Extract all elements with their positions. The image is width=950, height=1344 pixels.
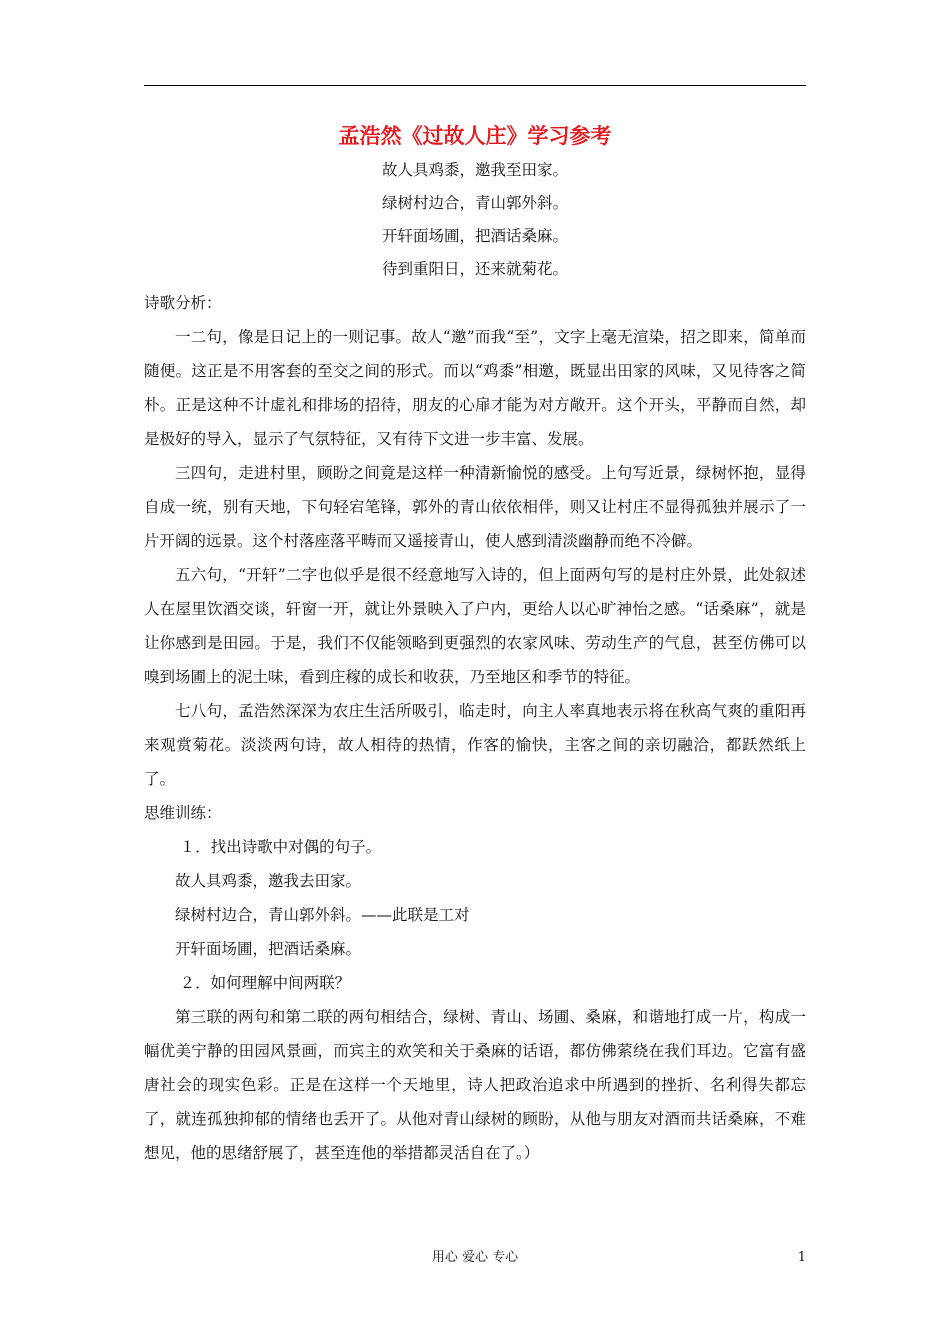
analysis-paragraph: 七八句，孟浩然深深为农庄生活所吸引，临走时，向主人率真地表示将在秋高气爽的重阳再来观赏菊花。淡淡两句诗，故人相待的热情，作客的愉快，主客之间的亲切融洽，都跃然纸上了。 xyxy=(144,702,806,788)
poem xyxy=(144,154,806,286)
footer-motto: 用心 爱心 专心 xyxy=(431,1250,519,1265)
analysis-paragraph: 五六句，“开轩”二字也似乎是很不经意地写入诗的，但上面两句写的是村庄外景，此处叙述人在屋里饮酒交谈，轩窗一开，就让外景映入了户内，更给人以心旷神怡之感。“话桑麻”，就是让你感到是田园。于是，我们不仅能领略到更强烈的农家风味、劳动生产的气息，甚至仿佛可以嗅到场圃上的泥土味，看到庄稼的成长和收获，乃至地区和季节的特征。 xyxy=(144,566,806,686)
analysis-paragraph: 三四句，走进村里，顾盼之间竟是这样一种清新愉悦的感受。上句写近景，绿树怀抱，显得自成一统，别有天地，下句轻宕笔锋，郭外的青山依依相伴，则又让村庄不显得孤独并展示了一片开阔的远景。这个村落座落平畴而又遥接青山，使人感到清淡幽静而绝不冷僻。 xyxy=(144,464,806,550)
poem-line: 故人具鸡黍，邀我至田家。 xyxy=(381,161,568,179)
poem-line: 待到重阳日，还来就菊花。 xyxy=(381,260,568,278)
question-1: １．找出诗歌中对偶的句子。 xyxy=(179,838,382,856)
poem-line: 开轩面场圃，把酒话桑麻。 xyxy=(381,227,568,245)
answer-line: 绿树村边合，青山郭外斜。——此联是工对 xyxy=(175,906,470,924)
poem-line: 绿树村边合，青山郭外斜。 xyxy=(381,194,568,212)
training-label: 思维训练： xyxy=(144,804,222,822)
page-number: 1 xyxy=(797,1250,806,1265)
page-title: 孟浩然《过故人庄》学习参考 xyxy=(338,123,612,148)
answer-paragraph: 第三联的两句和第二联的两句相结合，绿树、青山、场圃、桑麻，和谐地打成一片，构成一幅优美宁静的田园风景画，而宾主的欢笑和关于桑麻的话语，都仿佛萦绕在我们耳边。它富有盛唐社会的现实色彩。正是在这样一个天地里，诗人把政治追求中所遇到的挫折、名利得失都忘了，就连孤独抑郁的情绪也丢开了。从他对青山绿树的顾盼，从他与朋友对酒而共话桑麻，不难想见，他的思绪舒展了，甚至连他的举措都灵活自在了。） xyxy=(144,1008,806,1162)
answer-line: 开轩面场圃，把酒话桑麻。 xyxy=(175,940,362,958)
question-2: ２．如何理解中间两联？ xyxy=(179,974,351,992)
analysis-paragraph: 一二句，像是日记上的一则记事。故人“邀”而我“至”，文字上毫无渲染，招之即来，简单而随便。这正是不用客套的至交之间的形式。而以“鸡黍”相邀，既显出田家的风味，又见待客之简朴。正是这种不计虚礼和排场的招待，朋友的心扉才能为对方敞开。这个开头，平静而自然，却是极好的导入，显示了气氛特征，又有待下文进一步丰富、发展。 xyxy=(144,328,806,448)
analysis-label: 诗歌分析： xyxy=(144,294,222,312)
answer-line: 故人具鸡黍，邀我去田家。 xyxy=(175,872,362,890)
header-rule xyxy=(144,85,806,86)
document-body xyxy=(144,118,806,1170)
